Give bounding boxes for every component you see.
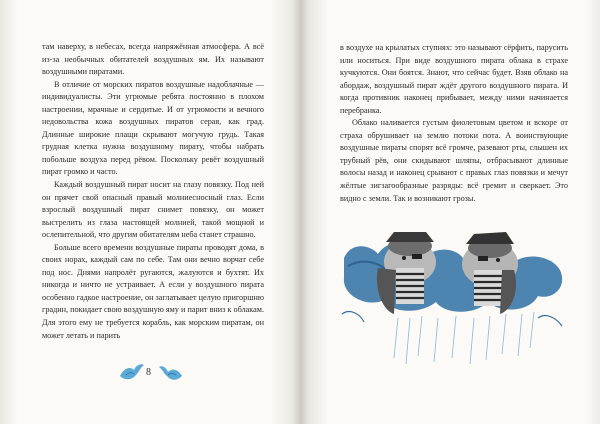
right-bird-icon bbox=[158, 364, 184, 384]
right-page-text bbox=[340, 42, 568, 205]
paragraph: там наверху, в небесах, всегда напряжённая атмосфера. А всё из-за необычных обитателей воздушных ям. Их называют воздушными пиратами. bbox=[42, 42, 264, 77]
paragraph: в воздухе на крылатых ступнях: это называют сёрфить, парусить или носиться. При виде воздушного пирата облака в страхе кучкуются. Они боятся. Знают, что сейчас будет. Взяв облако на абордаж, воздушный пират ждёт другого воздушного пирата. И когда противник наконец прибывает, между ними начинается перебранка. bbox=[340, 43, 568, 115]
left-page-text bbox=[42, 41, 264, 342]
paragraph: В отличие от морских пиратов воздушные надоблачные — индивидуалисты. Эти угрюмые ребята постоянно в плохом настроении, мрачные и сердитые. И от угрюмости и вечного недовольства кожа воздушных пиратов серая, как град. Длинные широкие плащи скрывают могучую грудь. Такая грудная клетка нужна воздушному пирату, чтобы набрать побольше воздуха перед рёвом. Поскольку ревёт воздушный пират громко и часто. bbox=[42, 79, 264, 177]
paragraph: Каждый воздушный пират носит на глазу повязку. Под ней он прячет свой опасный правый молниесносный глаз. Если взрослый воздушный пират снимет повязку, он может выстрелить из глаза настоящей молнией, такой мощной и ослепительной, что другим обитателям неба станет страшно. bbox=[42, 180, 264, 240]
paragraph: Облако наливается густым фиолетовым цветом и вскоре от страха обрушивает на землю потоки пота. А воинствующие воздушные пираты спорят всё громче, разевают рты, слышен их трубный рёв, они скидывают шляпы, отбрасывают длинные волосы назад и наконец срывают с правых глаз повязки и мечут жёлтые зигзагообразные разряды: всё гремит и сверкает. Это видно с земли. Так и возникают грозы. bbox=[340, 118, 568, 203]
left-bird-icon bbox=[118, 362, 146, 384]
paragraph: Больше всего времени воздушные пираты проводят дома, в своих норах, каждый сам по себе. Там они вечно ворчат себе под нос. Днями напролёт ругаются, жалуются и бухтят. Их никогда и ничто не устраивает. А если у воздушного пирата особенно гадкое настроение, он заглатывает целую пригоршню градин, покидает свою воздушную яму и парит вниз к облакам. Для этого ему не требуется корабль, как морским пиратам, он может летать и парить bbox=[42, 242, 264, 340]
air-pirates-illustration bbox=[338, 218, 570, 368]
right-page bbox=[300, 0, 600, 424]
page-number: 8 bbox=[146, 367, 151, 378]
